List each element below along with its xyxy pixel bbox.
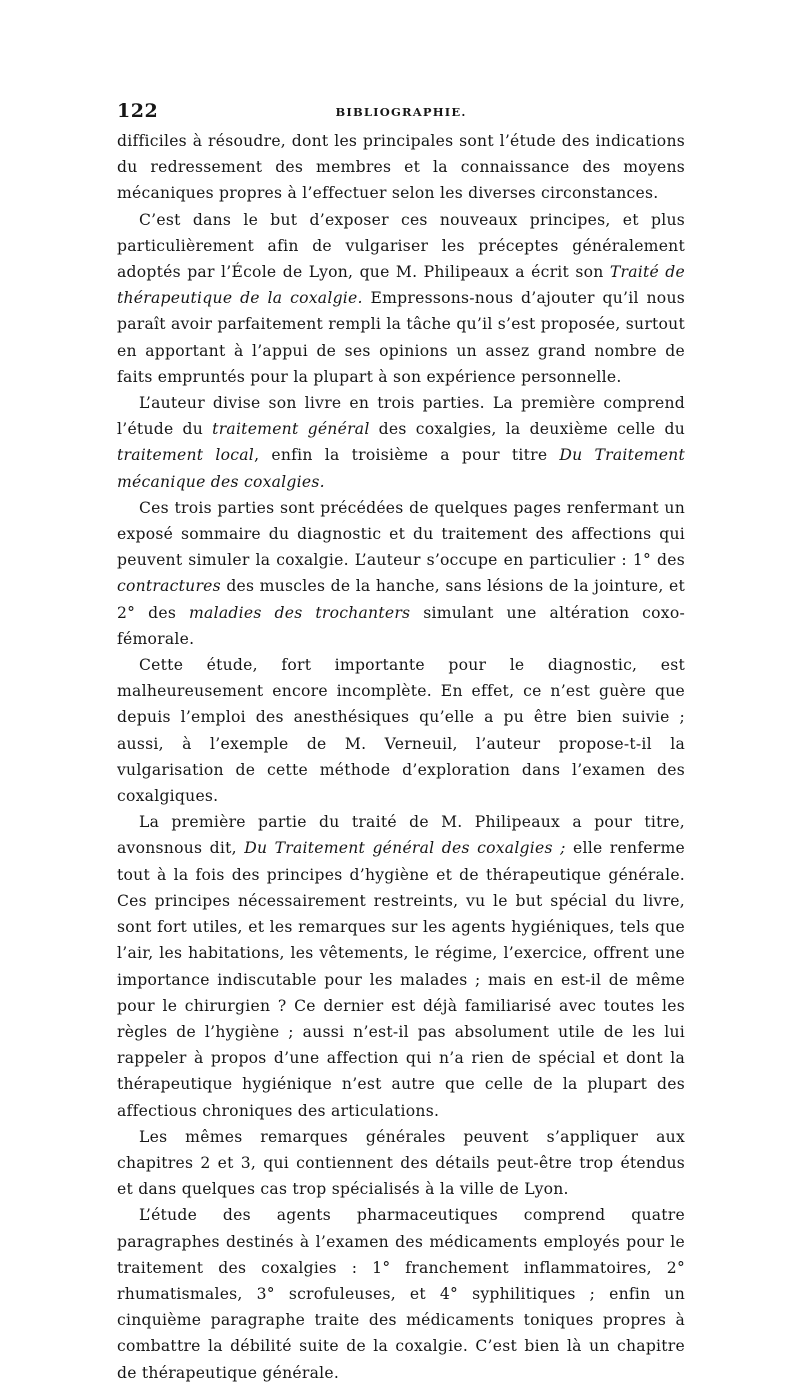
text-run: L’auteur divise son livre en trois parties. La première comprend l’étude du [117, 394, 685, 439]
page-number: 122 [117, 100, 159, 122]
paragraph [117, 809, 685, 1123]
text-run: , enfin la troisième a pour titre [254, 446, 560, 465]
paragraph [117, 207, 685, 390]
paragraph [117, 128, 685, 207]
text-run: Ces trois parties sont précédées de quelques pages renfermant un exposé sommaire du diagnostic et du traitement des affections qui peuvent simuler la coxalgie. L’auteur s’occupe en particulier : 1° des [117, 498, 685, 570]
text-run: simulant une altération coxo-fémorale. [117, 603, 685, 648]
text-run: Cette étude, fort importante pour le diagnostic, est malheureusement encore incomplète. En effet, ce n’est guère que depuis l’emploi des anesthésiques qu’elle a pu être bien suivie ; aussi, à l’exemple de M. Verneuil, l’auteur propose-t-il la vulgarisation de cette méthode d’exploration dans l’examen des coxalgiques. [117, 656, 685, 806]
text-run: difficiles à résoudre, dont les principales sont l’étude des indications du redressement des membres et la connaissance des moyens mécaniques propres à l’effectuer selon les diverses circonstances. [117, 132, 685, 203]
text-run: La première partie du traité de M. Philipeaux a pour titre, avonsnous dit, [117, 813, 685, 858]
paragraph [117, 652, 685, 809]
text-run: des coxalgies, la deuxième celle du [369, 420, 685, 439]
italic-text: Du Traitement mécanique des coxalgies. [117, 446, 685, 491]
italic-text: Du Traitement général des coxalgies ; [244, 839, 566, 858]
text-run: L’étude des agents pharmaceutiques comprend quatre paragraphes destinés à l’examen des médicaments employés pour le traitement des coxalgies : 1° franchement inflammatoires, 2° rhumatismales, 3° scrofuleuses, et 4° syphilitiques ; enfin un cinquième paragraphe traite des médicaments toniques propres à combattre la débilité suite de la coxalgie. C’est bien là un chapitre de thérapeutique générale. [117, 1206, 685, 1382]
page-header [117, 100, 685, 128]
paragraph [117, 1202, 685, 1385]
running-title: BIBLIOGRAPHIE. [335, 105, 467, 119]
italic-text: contractures [117, 577, 221, 596]
paragraph [117, 495, 685, 652]
italic-text: Traité de thérapeutique de la coxalgie. [117, 263, 685, 308]
text-run: des muscles de la hanche, sans lésions de la jointure, et 2° des [117, 577, 685, 622]
italic-text: maladies des trochanters [189, 603, 411, 622]
text-run: elle renferme tout à la fois des principes d’hygiène et de thérapeutique générale. Ces principes nécessairement restreints, vu le but spécial du livre, sont fort utiles, et les remarques sur les agents hygiéniques, tels que l’air, les habitations, les vêtements, le régime, l’exercice, offrent une importance indiscutable pour les malades ; mais en est-il de même pour le chirurgien ? Ce dernier est déjà familiarisé avec toutes les règles de l’hygiène ; aussi n’est-il pas absolument utile de les lui rappeler à propos d’une affection qui n’a rien de spécial et dont la thérapeutique hygiénique n’est autre que celle de la plupart des affectious chroniques des articulations. [117, 839, 685, 1120]
text-run: Les mêmes remarques générales peuvent s’appliquer aux chapitres 2 et 3, qui contiennent des détails peut-être trop étendus et dans quelques cas trop spécialisés à la ville de Lyon. [117, 1127, 685, 1199]
italic-text: traitement général [212, 420, 370, 439]
paragraph [117, 1124, 685, 1203]
body-text [117, 128, 685, 1386]
paragraph [117, 390, 685, 495]
book-page [117, 100, 685, 1386]
text-run: C’est dans le but d’exposer ces nouveaux principes, et plus particulièrement afin de vulgariser les préceptes généralement adoptés par l’École de Lyon, que M. Philipeaux a écrit son [117, 210, 685, 282]
text-run: Empressons-nous d’ajouter qu’il nous paraît avoir parfaitement rempli la tâche qu’il s’est proposée, surtout en apportant à l’appui de ses opinions un assez grand nombre de faits empruntés pour la plupart à son expérience personnelle. [117, 289, 685, 386]
italic-text: traitement local [117, 446, 255, 465]
